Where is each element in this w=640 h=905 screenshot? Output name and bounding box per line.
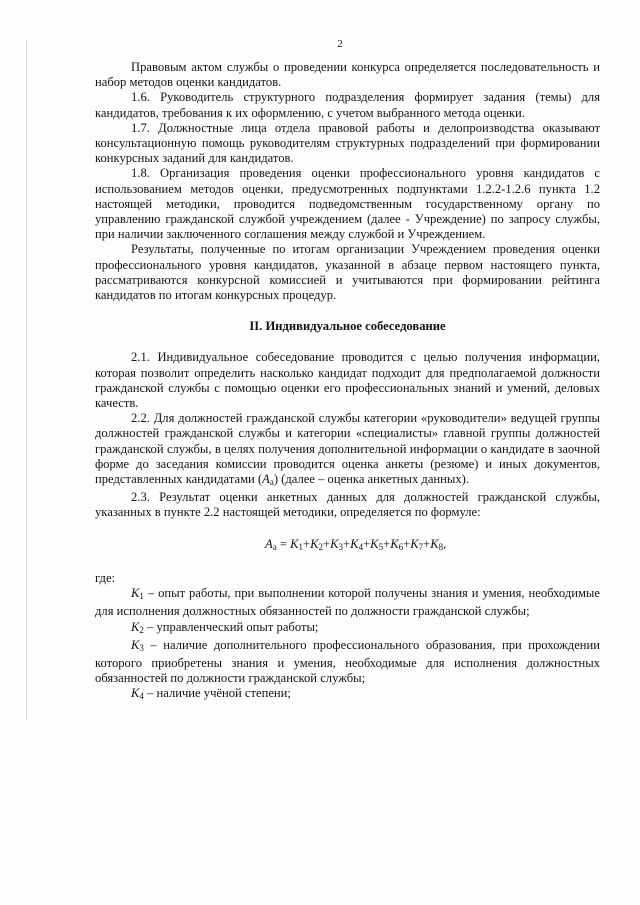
formula-term-k5: K <box>370 536 379 551</box>
k4-subscript: 4 <box>139 691 144 702</box>
document-body <box>95 60 600 705</box>
definition-k3 <box>95 638 600 687</box>
scan-edge-line <box>26 40 27 720</box>
formula-plus: + <box>383 536 391 551</box>
k1-subscript: 1 <box>139 591 144 602</box>
symbol-a-subscript: a <box>269 477 274 488</box>
formula-term-k7-subscript: 7 <box>418 541 424 552</box>
formula-term-k1: K <box>290 536 299 551</box>
paragraph-1-6: 1.6. Руководитель структурного подразделения формирует задания (темы) для кандидатов, требования к их оформлению, с учетом выбранного метода оценки. <box>95 90 600 120</box>
paragraph-2-2 <box>95 411 600 490</box>
formula-equals: = <box>276 536 291 551</box>
paragraph-2-1: 2.1. Индивидуальное собеседование проводится с целью получения информации, которая позволит определить насколько кандидат подходит для предполагаемой должности гражданской службы с помощью оценки его профессиональных знаний и умений, деловых качеств. <box>95 350 600 411</box>
formula-plus: + <box>363 536 371 551</box>
definition-k1 <box>95 586 600 619</box>
k1-symbol: K <box>131 586 140 601</box>
formula-terms <box>290 537 443 551</box>
k4-symbol: K <box>131 686 140 701</box>
formula-plus: + <box>423 536 431 551</box>
formula-lhs-subscript: a <box>272 541 277 552</box>
symbol-a: A <box>262 472 270 487</box>
formula-term-k2: K <box>310 536 319 551</box>
formula-term-k1-subscript: 1 <box>298 541 304 552</box>
formula-term-k5-subscript: 5 <box>378 541 384 552</box>
paragraph-2-3: 2.3. Результат оценки анкетных данных для должностей гражданской службы, указанных в пункте 2.2 настоящей методики, определяется по формуле: <box>95 490 600 520</box>
formula-plus: + <box>403 536 411 551</box>
formula-term-k8: K <box>430 536 439 551</box>
formula-term-k4-subscript: 4 <box>358 541 364 552</box>
formula-term-k3: K <box>330 536 339 551</box>
formula-term-k7: K <box>410 536 419 551</box>
k3-symbol: K <box>131 637 140 652</box>
formula <box>95 537 600 555</box>
k3-description: – наличие дополнительного профессионального образования, при прохождении которого приобретены знания и умения, необходимые для исполнения должностных обязанностей по должности гражданской службы; <box>95 637 600 686</box>
definition-k4 <box>95 686 600 704</box>
k1-description: – опыт работы, при выполнении которой получены знания и умения, необходимые для исполнения должностных обязанностей по должности гражданской службы; <box>95 586 600 619</box>
formula-plus: + <box>343 536 351 551</box>
paragraph-results: Результаты, полученные по итогам организации Учреждением проведения оценки профессионального уровня кандидатов, указанной в абзаце первом настоящего пункта, рассматриваются конкурсной комиссией и учитываются при формировании рейтинга кандидатов по итогам конкурсных процедур. <box>95 242 600 303</box>
formula-tail: , <box>443 536 447 551</box>
paragraph-2-2-text-b: ) (далее – оценка анкетных данных). <box>273 472 470 487</box>
paragraph-1-8: 1.8. Организация проведения оценки профессионального уровня кандидатов с использованием методов оценки, предусмотренных подпунктами 1.2.2-1.2.6 пункта 1.2 настоящей методики, проводится подведомственным государственному органу по управлению гражданской службой учреждением (далее - Учреждение) по запросу службы, при наличии заключенного соглашения между службой и Учреждением. <box>95 166 600 242</box>
k2-description: – управленческий опыт работы; <box>143 619 319 634</box>
k3-subscript: 3 <box>139 642 144 653</box>
k2-symbol: K <box>131 619 140 634</box>
paragraph-intro: Правовым актом службы о проведении конкурса определяется последовательность и набор методов оценки кандидатов. <box>95 60 600 90</box>
page-number: 2 <box>337 38 343 50</box>
formula-plus: + <box>323 536 331 551</box>
formula-plus: + <box>303 536 311 551</box>
formula-lhs: A <box>265 536 273 551</box>
formula-term-k4: K <box>350 536 359 551</box>
where-label: где: <box>95 570 116 585</box>
section-heading: II. Индивидуальное собеседование <box>249 319 446 334</box>
definition-k2 <box>95 620 600 638</box>
formula-term-k2-subscript: 2 <box>318 541 324 552</box>
formula-term-k6-subscript: 6 <box>398 541 404 552</box>
paragraph-2-2-text-a: 2.2. Для должностей гражданской службы категории «руководители» ведущей группы должностей гражданской службы и категории «специалисты» главной группы должностей гражданской службы, в целях получения дополнительной информации о кандидате в заочной форме до заседания комиссии проводится оценка анкеты (резюме) и иных документов, представленных кандидатами ( <box>95 411 600 487</box>
k2-subscript: 2 <box>139 624 144 635</box>
formula-term-k8-subscript: 8 <box>438 541 444 552</box>
formula-term-k6: K <box>390 536 399 551</box>
paragraph-1-7: 1.7. Должностные лица отдела правовой работы и делопроизводства оказывают консультационную помощь руководителям структурных подразделений при формировании конкурсных заданий для кандидатов. <box>95 120 600 166</box>
formula-term-k3-subscript: 3 <box>338 541 344 552</box>
k4-description: – наличие учёной степени; <box>143 686 291 701</box>
